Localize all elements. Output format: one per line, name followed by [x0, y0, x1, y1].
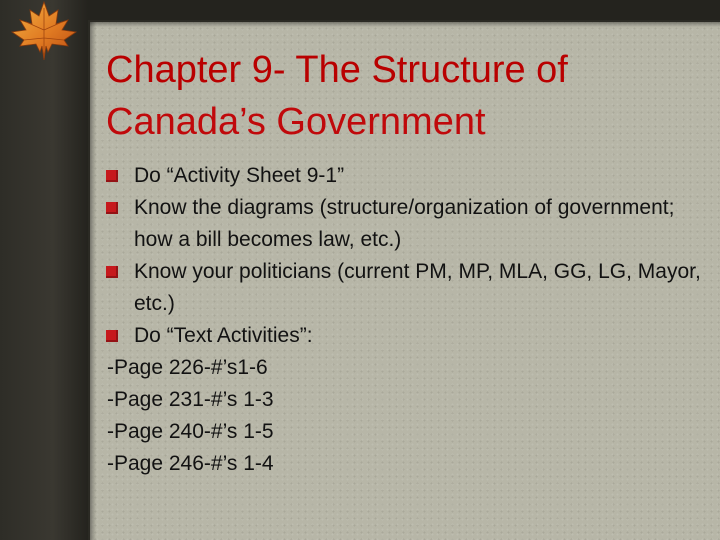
bullet-list [104, 160, 714, 480]
page-reference-line: -Page 231-#’s 1-3 [107, 388, 274, 411]
square-bullet-icon [106, 202, 118, 214]
maple-leaf-icon [2, 0, 86, 62]
bullet-text: Know the diagrams (structure/organization of government; how a bill becomes law, etc.) [134, 196, 675, 251]
frame-top [0, 0, 720, 20]
bullet-item [104, 192, 714, 256]
page-reference-line: -Page 246-#’s 1-4 [107, 452, 274, 475]
bullet-item [104, 256, 714, 320]
slide-shadow-left [90, 22, 96, 540]
bullet-text: Do “Activity Sheet 9-1” [134, 164, 345, 187]
slide-shadow-top [90, 22, 720, 27]
bullet-text: Do “Text Activities”: [134, 324, 313, 347]
square-bullet-icon [106, 266, 118, 278]
page-reference-line: -Page 240-#’s 1-5 [107, 420, 274, 443]
bullet-item [104, 320, 714, 352]
slide-title [106, 44, 706, 148]
frame-left [0, 0, 88, 540]
slide-title-line-2: Canada’s Government [106, 101, 486, 143]
square-bullet-icon [106, 330, 118, 342]
bullet-item [104, 160, 714, 192]
slide-title-line-1: Chapter 9- The Structure of [106, 49, 568, 91]
page-reference-line: -Page 226-#’s1-6 [107, 356, 268, 379]
bullet-text: Know your politicians (current PM, MP, MLA, GG, LG, Mayor, etc.) [134, 260, 701, 315]
square-bullet-icon [106, 170, 118, 182]
